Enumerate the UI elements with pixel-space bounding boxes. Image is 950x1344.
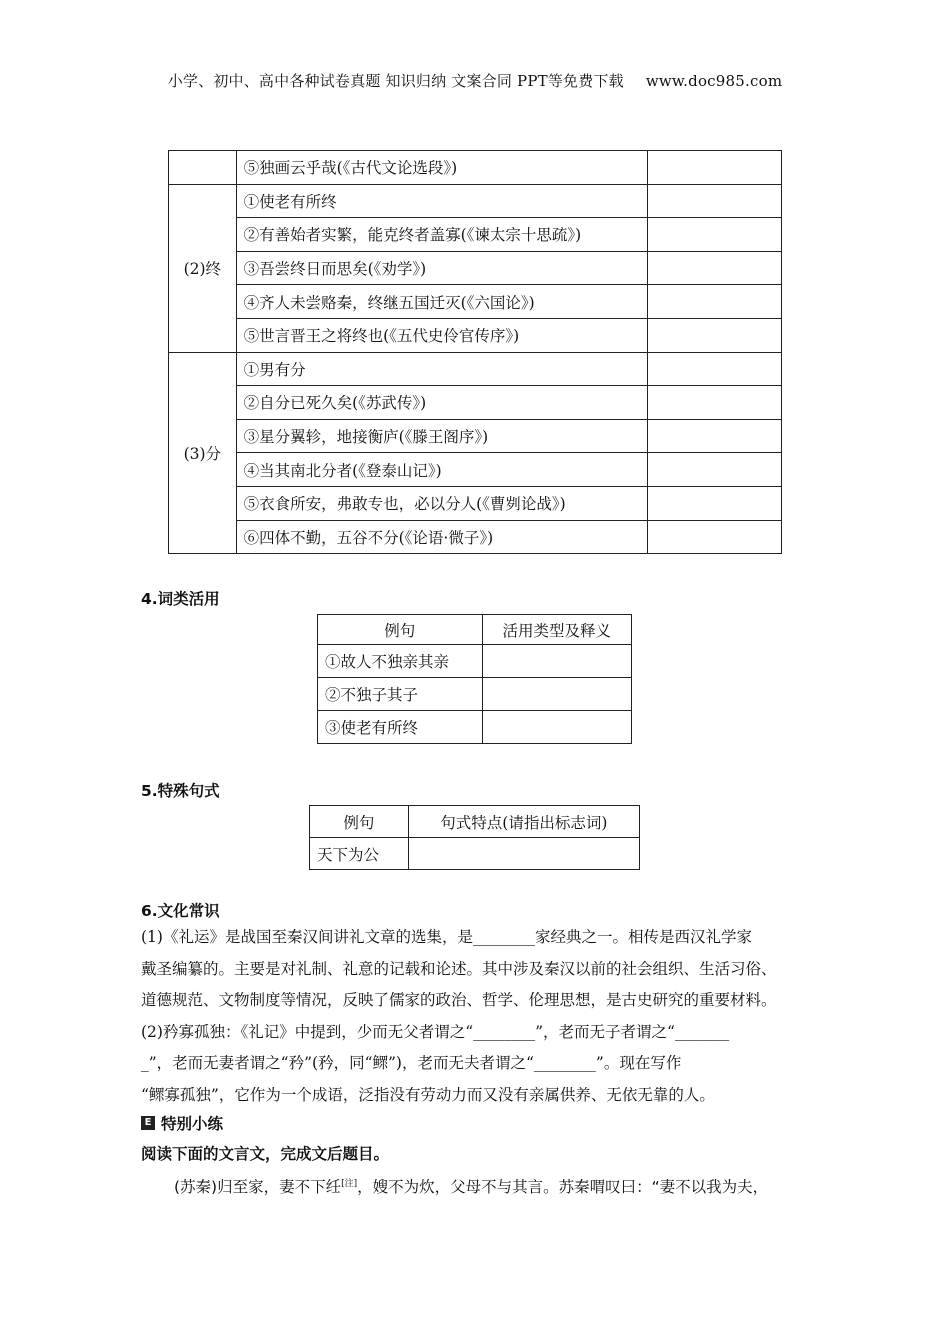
answer-cell (647, 318, 781, 352)
example-cell: ③星分翼轸，地接衡庐(《滕王阁序》) (236, 419, 647, 453)
table-row (169, 520, 782, 554)
table-row (318, 678, 632, 711)
answer-cell (647, 486, 781, 520)
table-row (310, 838, 640, 870)
answer-cell (482, 711, 631, 744)
example-cell: ①男有分 (236, 352, 647, 386)
word-usage-table (317, 614, 632, 744)
page-header (0, 70, 950, 91)
table-row (169, 285, 782, 319)
category-cell: (3)分 (169, 352, 237, 554)
answer-cell (647, 151, 781, 185)
table-row (169, 386, 782, 420)
answer-cell (647, 352, 781, 386)
example-cell: ⑤衣食所安，弗敢专也，必以分人(《曹刿论战》) (236, 486, 647, 520)
answer-cell (647, 386, 781, 420)
table-row (169, 486, 782, 520)
answer-cell (647, 453, 781, 487)
example-cell: ⑥四体不勤，五谷不分(《论语·微子》) (236, 520, 647, 554)
table-row (169, 151, 782, 185)
header-site: www.doc985.com (645, 72, 783, 90)
story-rest: ，嫂不为炊，父母不与其言。苏秦喟叹曰：“妻不以我为夫， (357, 1178, 769, 1196)
table-row (169, 318, 782, 352)
story-start: (苏秦)归至家，妻不下纴 (174, 1178, 342, 1196)
answer-cell (647, 285, 781, 319)
example-cell: ⑤世言晋王之将终也(《五代史伶官传序》) (236, 318, 647, 352)
section-5-title: 5.特殊句式 (141, 782, 220, 800)
example-cell: ③使老有所终 (318, 711, 483, 744)
answer-cell (408, 838, 639, 870)
example-cell: ①使老有所终 (236, 184, 647, 218)
answer-cell (647, 218, 781, 252)
word-meaning-table (168, 150, 782, 554)
table-row (169, 453, 782, 487)
example-cell: ②不独子其子 (318, 678, 483, 711)
paragraph-line: (1)《礼运》是战国至秦汉间讲礼文章的选集，是________家经典之一。相传是西汉礼学家 (141, 928, 752, 946)
table-row (169, 251, 782, 285)
table-row (169, 218, 782, 252)
practice-badge (141, 1112, 223, 1134)
table-row (169, 419, 782, 453)
practice-instruction: 阅读下面的文言文，完成文后题目。 (141, 1145, 390, 1163)
paragraph-line: “鳏寡孤独”，它作为一个成语，泛指没有劳动力而又没有亲属供养、无依无靠的人。 (141, 1085, 715, 1104)
column-header: 例句 (318, 615, 483, 645)
table-row (169, 352, 782, 386)
table-header-row (310, 806, 640, 838)
table-row (318, 711, 632, 744)
answer-cell (482, 645, 631, 678)
paragraph-line: 戴圣编纂的。主要是对礼制、礼意的记载和论述。其中涉及秦汉以前的社会组织、生活习俗、 (141, 959, 777, 978)
practice-icon: E (141, 1116, 155, 1130)
paragraph-line: 道德规范、文物制度等情况，反映了儒家的政治、哲学、伦理思想，是古史研究的重要材料。 (141, 991, 777, 1009)
example-cell: ①故人不独亲其亲 (318, 645, 483, 678)
footnote-mark: [注] (341, 1178, 358, 1189)
answer-cell (647, 520, 781, 554)
header-text: 小学、初中、高中各种试卷真题 知识归纳 文案合同 PPT等免费下载 (167, 72, 624, 90)
answer-cell (482, 678, 631, 711)
column-header: 例句 (310, 806, 409, 838)
culture-paragraph-1 (141, 922, 821, 1111)
category-cell: (2)终 (169, 184, 237, 352)
example-cell: ④当其南北分者(《登泰山记》) (236, 453, 647, 487)
practice-badge-label: 特别小练 (161, 1115, 224, 1133)
section-4-title: 4.词类活用 (141, 590, 220, 608)
paragraph-line: (2)矜寡孤独：《礼记》中提到，少而无父者谓之“________”，老而无子者谓之“_______ (141, 1022, 730, 1041)
example-cell: ②有善始者实繁，能克终者盖寡(《谏太宗十思疏》) (236, 218, 647, 252)
table-row (318, 645, 632, 678)
example-cell: ②自分已死久矣(《苏武传》) (236, 386, 647, 420)
classical-text (141, 1175, 821, 1197)
column-header: 活用类型及释义 (482, 615, 631, 645)
table-row (169, 184, 782, 218)
example-cell: ⑤独画云乎哉(《古代文论选段》) (236, 151, 647, 185)
sentence-pattern-table (309, 805, 640, 870)
column-header: 句式特点(请指出标志词) (408, 806, 639, 838)
answer-cell (647, 251, 781, 285)
table-header-row (318, 615, 632, 645)
paragraph-line: _”，老而无妻者谓之“矜”(矜，同“鳏”)，老而无夫者谓之“________”。现在写作 (141, 1054, 682, 1072)
example-cell: ④齐人未尝赂秦，终继五国迁灭(《六国论》) (236, 285, 647, 319)
section-6-title: 6.文化常识 (141, 902, 220, 920)
answer-cell (647, 419, 781, 453)
example-cell: ③吾尝终日而思矣(《劝学》) (236, 251, 647, 285)
answer-cell (647, 184, 781, 218)
example-cell: 天下为公 (310, 838, 409, 870)
